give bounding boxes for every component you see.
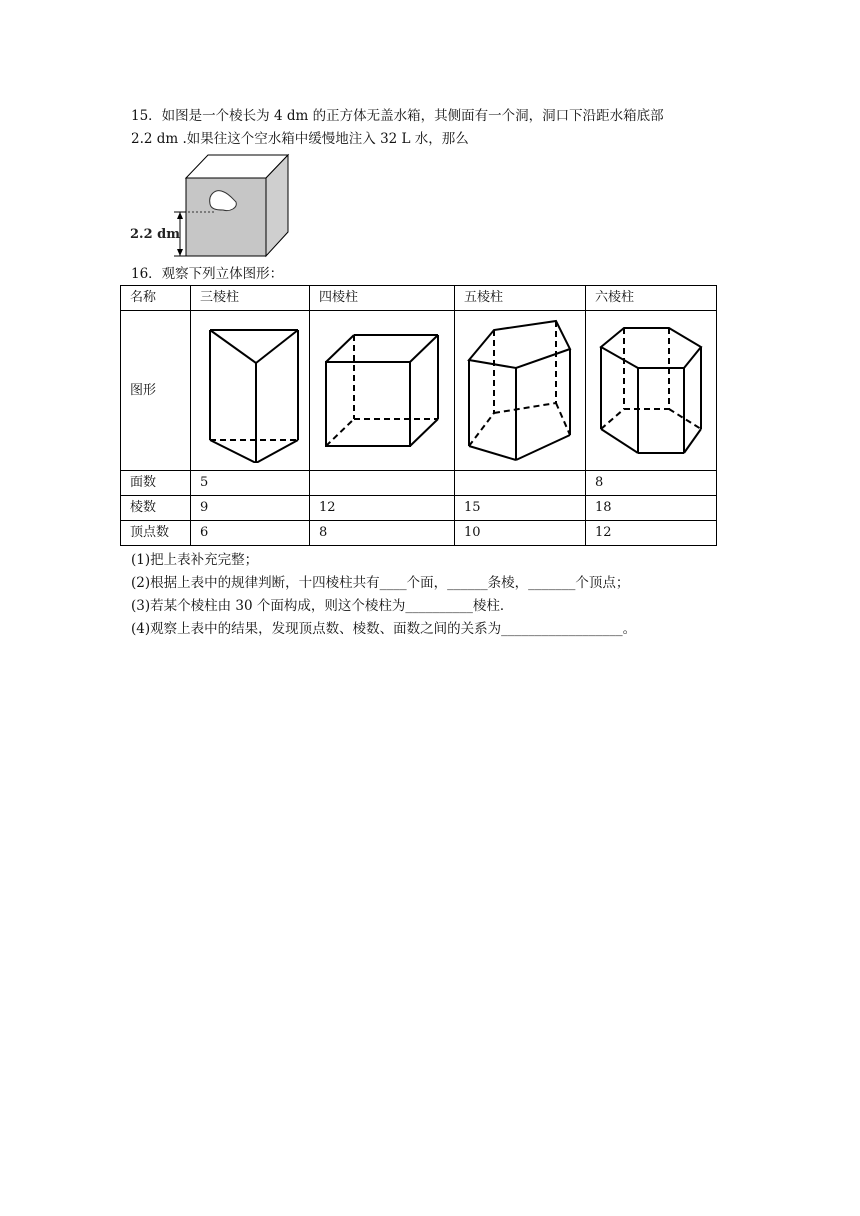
table-cell: 12 <box>310 496 455 521</box>
subquestion-1: (1)把上表补充完整； <box>131 552 259 568</box>
triangular-prism-cell <box>191 311 310 471</box>
table-cell: 9 <box>191 496 310 521</box>
header-cell: 五棱柱 <box>455 286 586 311</box>
q15-text-line1: 15．如图是一个棱长为 4 dm 的正方体无盖水箱，其侧面有一个洞，洞口下沿距水箱底部 <box>131 108 664 124</box>
row-label: 棱数 <box>121 496 191 521</box>
prism-table <box>120 285 717 546</box>
table-cell: 10 <box>455 521 586 546</box>
table-cell: 6 <box>191 521 310 546</box>
table-cell: 18 <box>586 496 717 521</box>
header-cell: 三棱柱 <box>191 286 310 311</box>
row-label: 顶点数 <box>121 521 191 546</box>
table-row-vertices <box>121 521 717 546</box>
table-cell-blank <box>455 471 586 496</box>
triangular-prism-figure <box>200 318 300 463</box>
row-label: 面数 <box>121 471 191 496</box>
table-row-faces <box>121 471 717 496</box>
figure-height-label: 2.2 dm <box>130 227 180 242</box>
table-cell-blank <box>310 471 455 496</box>
hexagonal-prism-figure <box>598 325 704 457</box>
table-header-row <box>121 286 717 311</box>
header-cell: 六棱柱 <box>586 286 717 311</box>
subquestion-3: (3)若某个棱柱由 30 个面构成，则这个棱柱为__________棱柱． <box>131 598 514 614</box>
table-row-edges <box>121 496 717 521</box>
table-figure-row <box>121 311 717 471</box>
header-cell: 名称 <box>121 286 191 311</box>
subquestion-2: (2)根据上表中的规律判断，十四棱柱共有____个面，______条棱，_______个顶点； <box>131 575 630 591</box>
table-cell: 8 <box>310 521 455 546</box>
pentagonal-prism-figure <box>465 318 575 463</box>
table-cell: 8 <box>586 471 717 496</box>
table-cell: 12 <box>586 521 717 546</box>
hexagonal-prism-cell <box>586 311 717 471</box>
square-prism-figure <box>322 332 442 450</box>
subquestion-4: (4)观察上表中的结果，发现顶点数、棱数、面数之间的关系为__________________。 <box>131 621 637 637</box>
q16-text: 16．观察下列立体图形： <box>131 266 284 282</box>
table-cell: 15 <box>455 496 586 521</box>
square-prism-cell <box>310 311 455 471</box>
table-cell: 5 <box>191 471 310 496</box>
water-tank-cube-figure <box>128 152 293 260</box>
header-cell: 四棱柱 <box>310 286 455 311</box>
pentagonal-prism-cell <box>455 311 586 471</box>
figure-row-label: 图形 <box>121 311 191 471</box>
q15-text-line2: 2.2 dm .如果往这个空水箱中缓慢地注入 32 L 水，那么 <box>131 131 469 147</box>
